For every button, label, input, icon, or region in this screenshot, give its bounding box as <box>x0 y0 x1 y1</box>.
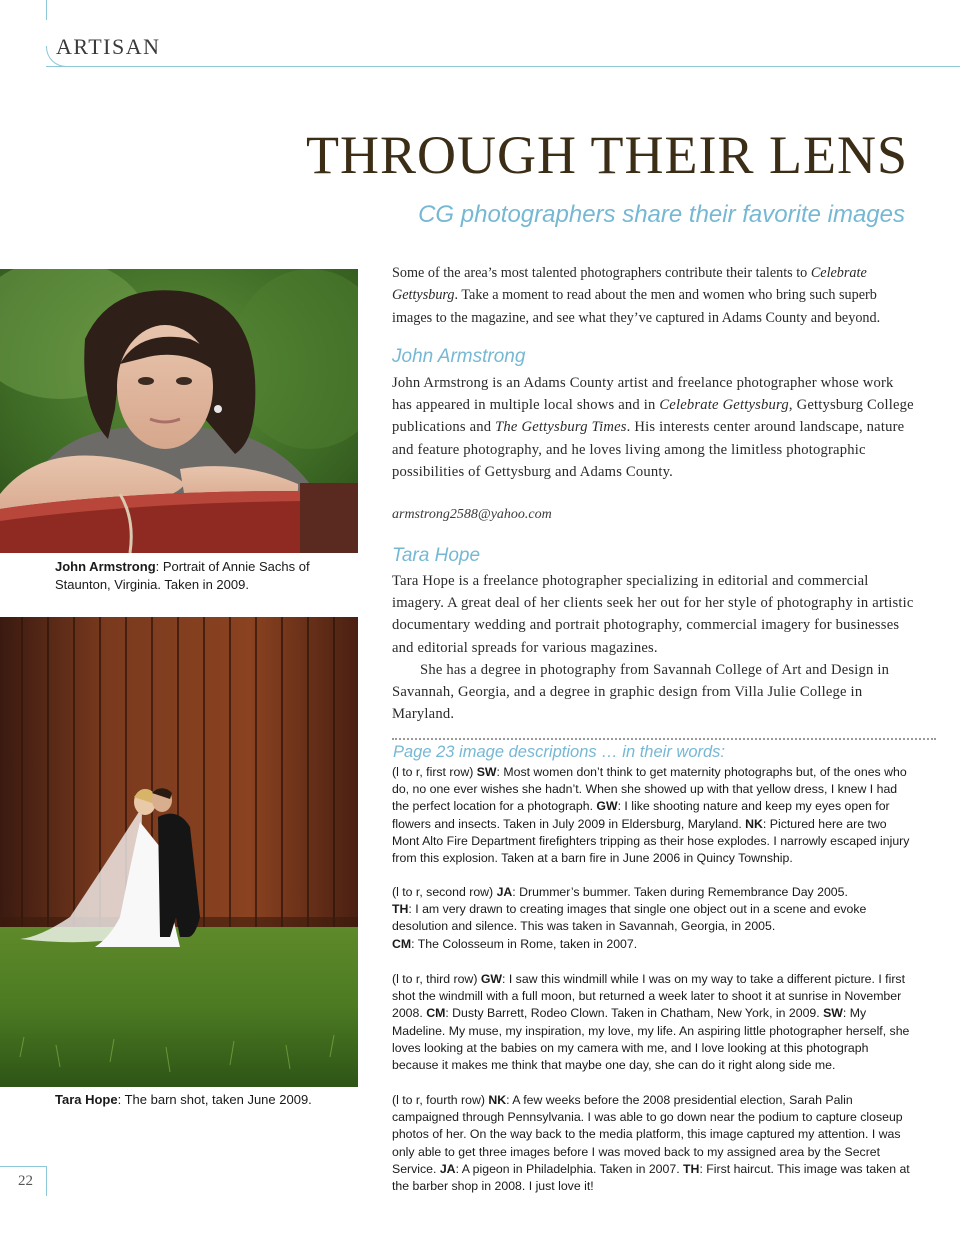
descriptions-heading: Page 23 image descriptions … in their words: <box>393 743 725 761</box>
photographer-initials: NK <box>745 816 763 831</box>
description-text: : Pictured here are two Mont Alto Fire Department firefighters tripping as their hose explodes. I narrowly escaped injury from this explosion. Taken at a barn fire in June 2006 in Quincy Township. <box>392 816 910 866</box>
barn-wedding-photo <box>0 617 358 1087</box>
row-label: (l to r, third row) <box>392 972 481 986</box>
dotted-divider <box>392 738 936 740</box>
row-label: (l to r, fourth row) <box>392 1093 489 1107</box>
description-row-4 <box>392 1092 914 1195</box>
caption-photographer-name: John Armstrong <box>55 559 156 574</box>
portrait-caption <box>55 558 345 594</box>
description-text: : A pigeon in Philadelphia. Taken in 2007. <box>455 1161 684 1176</box>
photographer-name-hope: Tara Hope <box>392 545 481 566</box>
description-text: : My Madeline. My muse, my inspiration, my love, my life. An aspiring little photographer herself, she loves looking at the babies on my camera with me, and I love looking at this photograph because it makes me think that maybe one day, she can do it right along side me. <box>392 1006 910 1073</box>
description-text: : The Colosseum in Rome, taken in 2007. <box>411 936 638 951</box>
armstrong-email-link[interactable]: armstrong2588@yahoo.com <box>392 507 552 522</box>
photographer-initials: NK <box>488 1093 507 1107</box>
page-number: 22 <box>18 1173 33 1189</box>
photographer-initials: TH <box>392 902 409 917</box>
caption-text: : Portrait of Annie Sachs of Staunton, Virginia. Taken in 2009. <box>55 559 310 592</box>
footer-rule-tick <box>46 1166 47 1196</box>
portrait-photo <box>0 269 358 553</box>
armstrong-bio-publication-1: Celebrate Gettysburg <box>659 397 789 414</box>
intro-text-a: Some of the area’s most talented photographers contribute their talents to <box>392 265 811 281</box>
photographer-initials: GW <box>596 799 618 814</box>
armstrong-bio-text-a: John Armstrong is an Adams County artist and freelance photographer whose work has appeared in multiple local shows and in <box>392 375 894 414</box>
description-text: : I like shooting nature and keep my eyes open for flowers and insects. Taken in July 2009 in Eldersburg, Maryland. <box>392 799 890 831</box>
armstrong-bio <box>392 372 914 483</box>
description-text: : A few weeks before the 2008 presidential election, Sarah Palin campaigned through Pennsylvania. I was able to go down near the podium to capture closeup photos of her. On the way back to the media platform, this image captured my attention. I was only able to get three images before I was moved back to my assigned area by the Secret Service. <box>392 1093 903 1176</box>
description-row-3 <box>392 971 914 1074</box>
hope-bio <box>392 570 914 725</box>
page-title: THROUGH THEIR LENS <box>306 125 908 185</box>
armstrong-bio-text-b: , Gettysburg College publications and <box>392 397 914 436</box>
hope-bio-paragraph-1: Tara Hope is a freelance photographer specializing in editorial and commercial imagery. A great deal of her clients seek her out for her style of photography in artistic documentary wedding and portrait photography, commercial imagery for businesses and editorial spreads for various magazines. <box>392 573 914 656</box>
header-rule <box>46 66 960 67</box>
description-text: : Drummer’s bummer. Taken during Remembrance Day 2005. <box>512 885 848 899</box>
photographer-initials: CM <box>426 1006 446 1021</box>
row-label: (l to r, first row) <box>392 765 477 779</box>
header-rule-tick <box>46 0 47 20</box>
description-text: : First haircut. This image was taken at the barber shop in 2008. I just love it! <box>392 1161 910 1194</box>
row-label: (l to r, second row) <box>392 885 497 899</box>
caption-photographer-name: Tara Hope <box>55 1092 118 1107</box>
caption-text: : The barn shot, taken June 2009. <box>117 1092 312 1107</box>
photographer-name-armstrong: John Armstrong <box>392 346 526 367</box>
photographer-initials: JA <box>439 1161 456 1176</box>
intro-publication: Celebrate Gettysburg <box>392 265 867 304</box>
photographer-initials: TH <box>683 1161 700 1176</box>
photographer-initials: JA <box>496 885 513 899</box>
description-row-1 <box>392 764 914 867</box>
photographer-initials: SW <box>476 765 497 779</box>
description-text: : I am very drawn to creating images that single one object out in a scene and evoke desolution and silence. This was taken in Savannah, Georgia, in 2005. <box>392 902 867 934</box>
description-row-2 <box>392 884 914 953</box>
intro-text-b: . Take a moment to read about the men and women who bring such superb images to the magazine, and see what they’ve captured in Adams County and beyond. <box>392 287 881 326</box>
photographer-initials: CM <box>392 936 412 951</box>
armstrong-bio-publication-2: The Gettysburg Times <box>495 419 627 436</box>
photographer-initials: GW <box>480 972 502 986</box>
hope-bio-paragraph-2: She has a degree in photography from Savannah College of Art and Design in Savannah, Georgia, and a degree in graphic design from Villa Julie College in Maryland. <box>392 661 890 723</box>
page-subtitle: CG photographers share their favorite images <box>418 201 905 228</box>
intro-paragraph <box>392 262 912 329</box>
section-label: ARTISAN <box>56 34 161 59</box>
description-text: : Dusty Barrett, Rodeo Clown. Taken in Chatham, New York, in 2009. <box>445 1006 824 1021</box>
description-text: : I saw this windmill while I was on my way to take a different picture. I first shot the windmill with a full moon, but returned a week later to shoot it at sunrise in November 2008. <box>392 972 905 1021</box>
armstrong-bio-text-c: . His interests center around landscape, nature and feature photography, and he loves living among the limitless photographic possibilities of Gettysburg and Adams County. <box>392 419 905 480</box>
footer-rule <box>0 1166 46 1167</box>
barn-caption <box>55 1091 345 1109</box>
photographer-initials: SW <box>823 1006 843 1021</box>
description-text: : Most women don’t think to get maternity photographs but, of the ones who do, no one ever wishes she hadn’t. When she showed up with that yellow dress, I knew I had the perfect location for a photograph. <box>392 765 907 814</box>
